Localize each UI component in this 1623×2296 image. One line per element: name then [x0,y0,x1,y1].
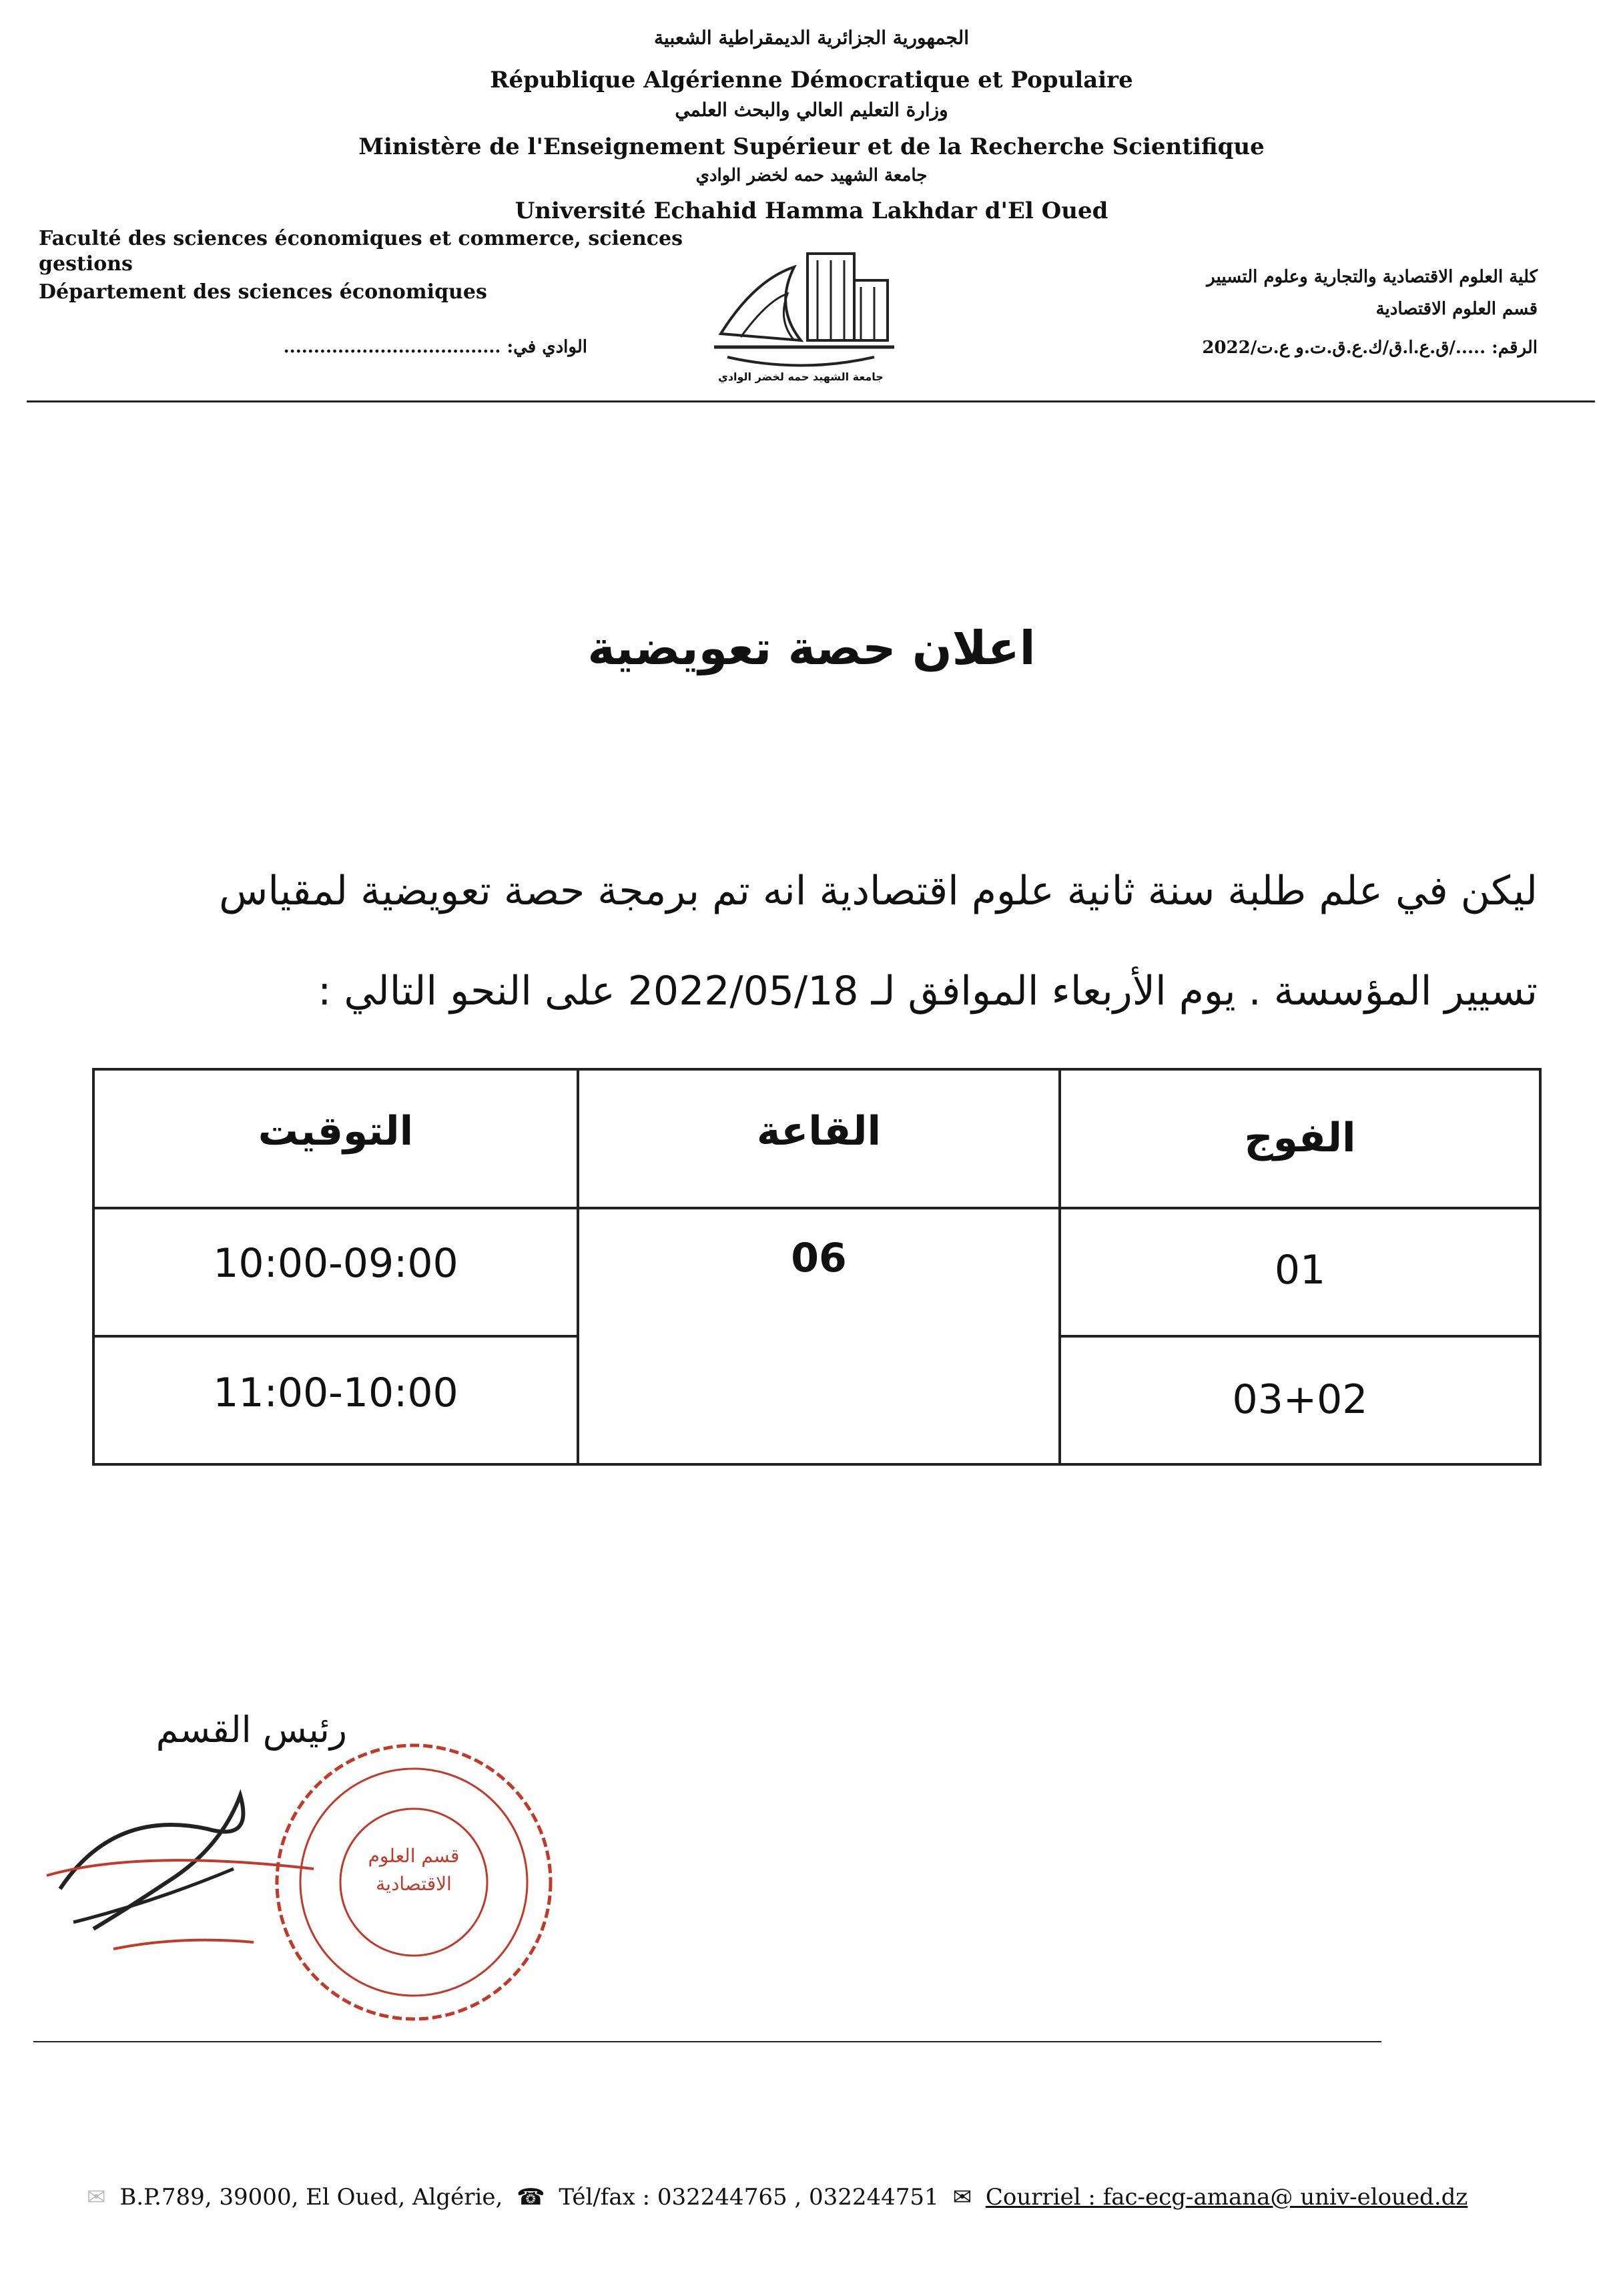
envelope-icon: ✉ [87,2184,106,2211]
date-line: الوادي في: .................................... [283,337,587,357]
email-icon: ✉ [952,2184,972,2211]
schedule-table [92,1068,1542,1466]
header-divider [27,400,1595,402]
header-fr-ministry: Ministère de l'Enseignement Supérieur et de la Recherche Scientifique [358,133,1265,160]
header-ar-university: جامعة الشهيد حمه لخضر الوادي [695,166,928,186]
footer-phone: Tél/fax : 032244765 , 032244751 [559,2184,939,2211]
row1-room: 06 [791,1235,847,1281]
footer-divider [33,2041,1381,2042]
header-fr-republic: République Algérienne Démocratique et Populaire [490,67,1133,93]
header-ar-ministry: وزارة التعليم العالي والبحث العلمي [675,99,948,121]
announcement-title: اعلان حصة تعويضية [587,621,1036,675]
row1-time: 10:00-09:00 [213,1240,458,1287]
signature-title: رئيس القسم [155,1709,347,1751]
row2-time: 11:00-10:00 [213,1370,458,1416]
header-fr-university: Université Echahid Hamma Lakhdar d'El Oued [515,198,1108,224]
body-line-2: تسيير المؤسسة . يوم الأربعاء الموافق لـ 2022/05/18 على النحو التالي : [318,968,1538,1015]
footer-contact [87,2184,1474,2211]
university-logo [701,240,901,394]
header-ar-republic: الجمهورية الجزائرية الديمقراطية الشعبية [653,27,969,49]
telephone-icon: ☎ [517,2184,545,2211]
stamp-text: قسم العلوم الاقتصادية [368,1845,460,1895]
faculty-fr-line2: gestions [39,252,133,276]
faculty-fr-line1: Faculté des sciences économiques et commerce, sciences [39,227,683,250]
department-fr: Département des sciences économiques [39,280,487,304]
official-stamp [267,1735,561,2029]
footer-email[interactable]: Courriel : fac-ecg-amana@ univ-eloued.dz [985,2184,1468,2211]
row2-group: 03+02 [1232,1376,1368,1423]
header-group: الفوج [1244,1115,1356,1161]
logo-caption: جامعة الشهيد حمه لخضر الوادي [718,370,884,383]
university-logo-graphic [701,240,901,374]
department-ar: قسم العلوم الاقتصادية [1375,299,1538,319]
reference-number: الرقم: ...../ق.ع.ا.ق/ك.ع.ق.ت.و ع.ت/2022 [1202,338,1538,358]
footer-address: B.P.789, 39000, El Oued, Algérie, [119,2184,503,2211]
header-room: القاعة [756,1108,882,1155]
header-time: التوقيت [258,1108,414,1155]
body-line-1: ليكن في علم طلبة سنة ثانية علوم اقتصادية انه تم برمجة حصة تعويضية لمقياس [219,868,1538,914]
row1-group: 01 [1274,1247,1326,1294]
faculty-ar: كلية العلوم الاقتصادية والتجارية وعلوم التسيير [1207,267,1538,287]
